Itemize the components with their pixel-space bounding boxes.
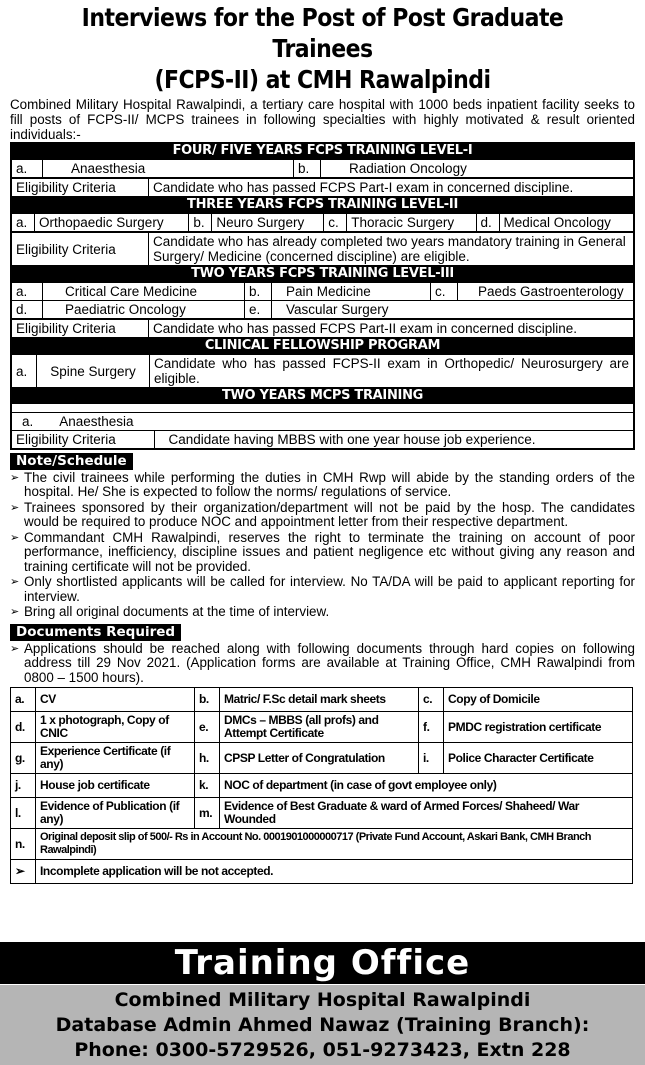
contact-line-3: Phone: 0300-5729526, 051-9273423, Extn 228 <box>74 1039 571 1061</box>
table-row <box>12 412 634 430</box>
table-row <box>12 404 634 412</box>
item-specialty: Pain Medicine <box>272 283 431 301</box>
level3-table <box>11 282 634 319</box>
note-text: Trainees sponsored by their organization/department will not be paid by the hosp. The candidates would be required to produce NOC and appointment letter from their respective department. <box>24 499 635 529</box>
criteria-text: Candidate who has passed FCPS Part-II exam in concerned discipline. <box>149 320 634 338</box>
doc-item: CV <box>36 688 195 712</box>
section-title-level2: THREE YEARS FCPS TRAINING LEVEL-II <box>11 197 634 213</box>
item-letter: b. <box>189 214 212 232</box>
title-line-2: (FCPS-II) at CMH Rawalpindi <box>154 65 491 94</box>
arrow-bullet-icon: ➢ <box>10 642 20 655</box>
table-row <box>12 233 634 266</box>
training-sections <box>10 142 635 450</box>
doc-letter: h. <box>195 743 220 774</box>
item-specialty: Orthopaedic Surgery <box>35 214 189 232</box>
item-specialty: Paeds Gastroenterology <box>458 283 634 301</box>
doc-item: 1 x photograph, Copy of CNIC <box>36 712 195 743</box>
table-row <box>11 829 633 860</box>
section-title-mcps: TWO YEARS MCPS TRAINING <box>11 388 634 404</box>
empty-cell <box>154 412 634 430</box>
documents-intro-list <box>10 642 635 686</box>
item-specialty: Thoracic Surgery <box>347 214 476 232</box>
doc-item: Evidence of Publication (if any) <box>36 798 195 829</box>
level1-criteria <box>11 178 634 197</box>
criteria-text: Candidate who has already completed two years mandatory training in General Surgery/ Medicine (concerned discipline) are eligible. <box>149 233 634 266</box>
table-row <box>12 160 634 178</box>
level1-table <box>11 159 634 178</box>
criteria-label: Eligibility Criteria <box>12 233 149 266</box>
item-specialty: Spine Surgery <box>37 355 150 388</box>
item-letter: a. <box>12 160 43 178</box>
criteria-text: Candidate having MBBS with one year house job experience. <box>154 430 634 448</box>
criteria-label: Eligibility Criteria <box>12 430 155 448</box>
spacer-cell <box>12 404 634 412</box>
list-item <box>10 642 635 686</box>
section-title-level1: FOUR/ FIVE YEARS FCPS TRAINING LEVEL-I <box>11 143 634 159</box>
table-row <box>11 798 633 829</box>
level3-criteria <box>11 319 634 338</box>
item-letter: c. <box>324 214 347 232</box>
note-text: Bring all original documents at the time of interview. <box>24 604 330 619</box>
table-row <box>11 688 633 712</box>
intro-paragraph: Combined Military Hospital Rawalpindi, a tertiary care hospital with 1000 beds inpatient facility seeks to fill posts of FCPS-II/ MCPS trainees in following specialties with highly motivated & result oriented individuals:- <box>10 97 635 142</box>
list-item <box>10 501 635 530</box>
doc-letter: k. <box>195 774 220 798</box>
training-office-banner: Training Office <box>0 942 645 984</box>
doc-letter: e. <box>195 712 220 743</box>
doc-item: PMDC registration certificate <box>444 712 633 743</box>
doc-item: CPSP Letter of Congratulation <box>220 743 419 774</box>
section-title-level3: TWO YEARS FCPS TRAINING LEVEL-III <box>11 266 634 282</box>
arrow-bullet-icon: ➢ <box>11 860 36 884</box>
criteria-text: Candidate who has passed FCPS Part-I exam in concerned discipline. <box>149 179 634 197</box>
table-row <box>11 774 633 798</box>
item-specialty: Critical Care Medicine <box>43 283 245 301</box>
doc-item: Copy of Domicile <box>444 688 633 712</box>
doc-letter: j. <box>11 774 36 798</box>
section-title-fellowship: CLINICAL FELLOWSHIP PROGRAM <box>11 338 634 354</box>
advertisement-page <box>0 2 645 1065</box>
table-row <box>11 743 633 774</box>
table-row <box>12 179 634 197</box>
item-letter: a. <box>12 214 35 232</box>
documents-intro: Applications should be reached along with following documents through hard copies on following address till 29 Nov 2021. (Application forms are available at Training Office, CMH Rawalpindi from 0800 – 1500 hours). <box>24 640 635 685</box>
doc-letter: c. <box>419 688 444 712</box>
doc-letter: g. <box>11 743 36 774</box>
list-item <box>10 531 635 575</box>
item-letter: d. <box>12 301 43 319</box>
contact-line-2: Database Admin Ahmed Nawaz (Training Branch): <box>55 1014 590 1036</box>
mcps-table <box>11 404 634 449</box>
table-row <box>12 214 634 232</box>
item-letter: b. <box>245 283 272 301</box>
level2-criteria <box>11 232 634 266</box>
note-text: Commandant CMH Rawalpindi, reserves the right to terminate the training on account of poor performance, inefficiency, discipline issues and patient negligence etc without giving any reason and training certificate will not be provided. <box>24 529 635 574</box>
item-letter-text: a. <box>22 413 34 429</box>
table-row <box>12 283 634 301</box>
list-item <box>10 575 635 604</box>
doc-letter: b. <box>195 688 220 712</box>
doc-letter: l. <box>11 798 36 829</box>
doc-item: DMCs – MBBS (all profs) and Attempt Certificate <box>220 712 419 743</box>
fellowship-table <box>11 354 634 388</box>
doc-item: House job certificate <box>36 774 195 798</box>
item-specialty: Neuro Surgery <box>212 214 324 232</box>
table-row <box>11 712 633 743</box>
doc-item: Evidence of Best Graduate & ward of Armed Forces/ Shaheed/ War Wounded <box>220 798 633 829</box>
arrow-bullet-icon: ➢ <box>10 606 20 618</box>
page-title <box>39 2 607 95</box>
item-letter <box>12 412 155 430</box>
note-text: Only shortlisted applicants will be called for interview. No TA/DA will be paid to applicant reporting for interview. <box>24 574 635 604</box>
item-specialty: Medical Oncology <box>499 214 633 232</box>
list-item <box>10 471 635 500</box>
note-text: The civil trainees while performing the duties in CMH Rwp will abide by the standing orders of the hospital. He/ She is expected to follow the norms/ regulations of service. <box>24 469 635 499</box>
doc-item: Matric/ F.Sc detail mark sheets <box>220 688 419 712</box>
item-specialty: Paediatric Oncology <box>43 301 245 319</box>
documents-table <box>10 687 633 884</box>
criteria-label: Eligibility Criteria <box>12 179 149 197</box>
doc-letter: f. <box>419 712 444 743</box>
criteria-label: Eligibility Criteria <box>12 320 149 338</box>
arrow-bullet-icon: ➢ <box>10 531 20 544</box>
item-specialty: Radiation Oncology <box>321 160 634 178</box>
doc-letter: i. <box>419 743 444 774</box>
item-letter: b. <box>294 160 321 178</box>
table-row <box>11 860 633 884</box>
item-letter: a. <box>12 355 37 388</box>
doc-item: Experience Certificate (if any) <box>36 743 195 774</box>
table-row <box>12 301 634 319</box>
item-letter: e. <box>245 301 272 319</box>
item-letter: d. <box>476 214 499 232</box>
doc-item: NOC of department (in case of govt employee only) <box>220 774 633 798</box>
documents-heading: Documents Required <box>10 624 181 641</box>
item-specialty: Vascular Surgery <box>272 301 634 319</box>
arrow-bullet-icon: ➢ <box>10 501 20 514</box>
table-row <box>12 430 634 448</box>
notes-list <box>10 471 635 620</box>
doc-letter: d. <box>11 712 36 743</box>
title-line-1: Interviews for the Post of Post Graduate Trainees <box>81 3 564 63</box>
doc-letter: a. <box>11 688 36 712</box>
item-specialty: Anaesthesia <box>43 160 294 178</box>
notes-heading: Note/Schedule <box>10 453 133 470</box>
table-row <box>12 320 634 338</box>
list-item <box>10 605 635 620</box>
contact-block <box>0 985 645 1065</box>
doc-letter: m. <box>195 798 220 829</box>
arrow-bullet-icon: ➢ <box>10 471 20 484</box>
doc-item: Incomplete application will be not accepted. <box>36 860 633 884</box>
doc-item: Original deposit slip of 500/- Rs in Account No. 0001901000000717 (Private Fund Account, Askari Bank, CMH Branch Rawalpindi) <box>36 829 633 860</box>
arrow-bullet-icon: ➢ <box>10 576 20 588</box>
criteria-text: Candidate who has passed FCPS-II exam in Orthopedic/ Neurosurgery are eligible. <box>150 355 634 388</box>
item-letter: c. <box>431 283 458 301</box>
doc-item: Police Character Certificate <box>444 743 633 774</box>
item-letter: a. <box>12 283 43 301</box>
table-row <box>12 355 634 388</box>
contact-line-1: Combined Military Hospital Rawalpindi <box>114 989 531 1011</box>
doc-letter: n. <box>11 829 36 860</box>
level2-table <box>11 213 634 232</box>
item-specialty: Anaesthesia <box>59 413 134 429</box>
